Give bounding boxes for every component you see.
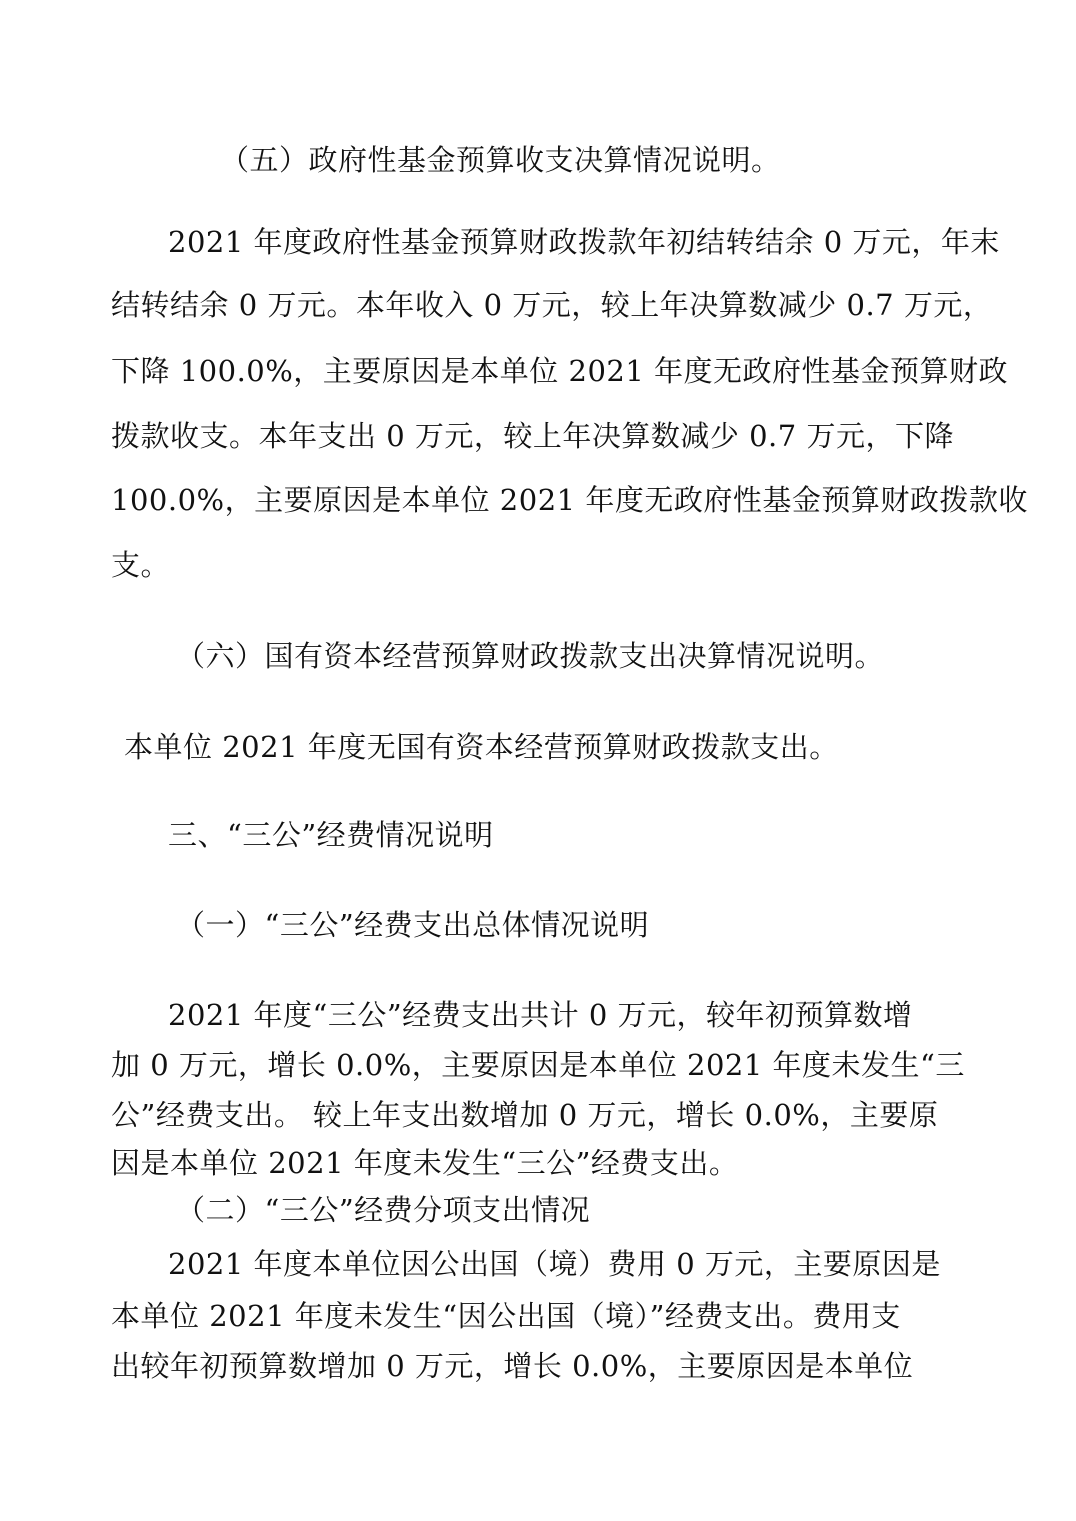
section-5-line-5: 100.0%，主要原因是本单位 2021 年度无政府性基金预算财政拨款收: [111, 483, 1028, 517]
part-3-sub-1-line-1: 2021 年度“三公”经费支出共计 0 万元，较年初预算数增: [168, 998, 913, 1032]
section-5-heading: （五）政府性基金预算收支决算情况说明。: [220, 143, 781, 177]
part-3-sub-1-line-2: 加 0 万元，增长 0.0%，主要原因是本单位 2021 年度未发生“三: [111, 1048, 965, 1082]
part-3-sub-2-heading: （二）“三公”经费分项支出情况: [176, 1193, 591, 1227]
section-5-line-4: 拨款收支。本年支出 0 万元，较上年决算数减少 0.7 万元，下降: [111, 419, 954, 453]
section-6-heading: （六）国有资本经营预算财政拨款支出决算情况说明。: [176, 639, 885, 673]
section-5-line-3: 下降 100.0%，主要原因是本单位 2021 年度无政府性基金预算财政: [111, 354, 1009, 388]
part-3-sub-1-heading: （一）“三公”经费支出总体情况说明: [176, 908, 650, 942]
section-5-line-6: 支。: [111, 548, 171, 582]
part-3-sub-1-line-4: 因是本单位 2021 年度未发生“三公”经费支出。: [111, 1146, 739, 1180]
section-6-line: 本单位 2021 年度无国有资本经营预算财政拨款支出。: [124, 730, 839, 764]
part-3-sub-2-line-2: 本单位 2021 年度未发生“因公出国（境）”经费支出。费用支: [111, 1299, 901, 1333]
section-5-line-2: 结转结余 0 万元。本年收入 0 万元，较上年决算数减少 0.7 万元，: [111, 288, 993, 322]
part-3-heading: 三、“三公”经费情况说明: [168, 818, 494, 852]
part-3-sub-2-line-1: 2021 年度本单位因公出国（境）费用 0 万元，主要原因是: [168, 1247, 941, 1281]
part-3-sub-2-line-3: 出较年初预算数增加 0 万元，增长 0.0%，主要原因是本单位: [111, 1349, 914, 1383]
section-5-line-1: 2021 年度政府性基金预算财政拨款年初结转结余 0 万元，年末: [168, 225, 1000, 259]
part-3-sub-1-line-3: 公”经费支出。 较上年支出数增加 0 万元，增长 0.0%，主要原: [111, 1098, 939, 1132]
